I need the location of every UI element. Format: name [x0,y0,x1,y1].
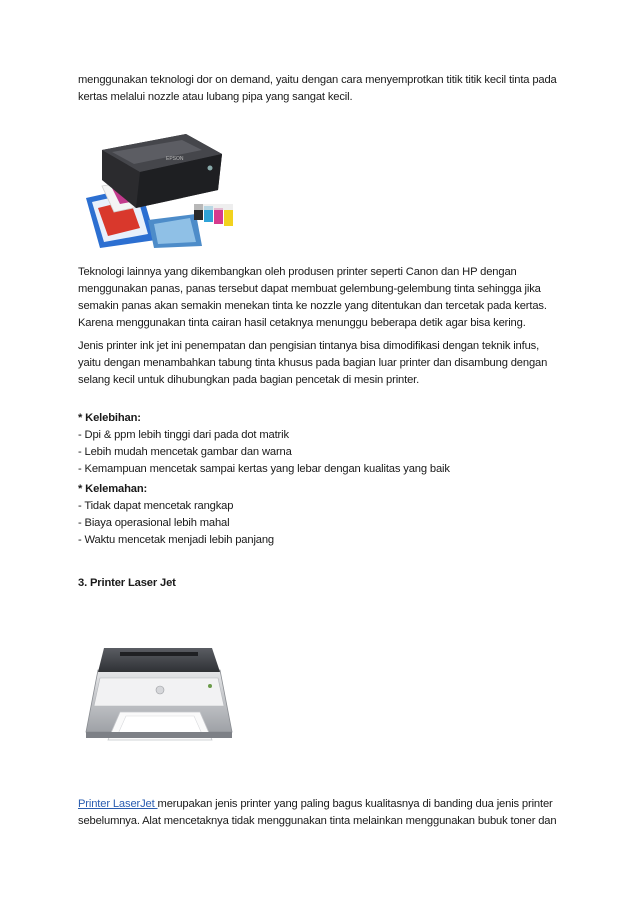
laser-paragraph [78,796,578,830]
kelebihan-heading: * Kelebihan: [78,412,141,424]
tech-line: menggunakan panas, panas tersebut dapat membuat gelembung-gelembung tinta sehingga jika [78,283,541,295]
hp-logo [156,686,164,694]
status-light [208,684,212,688]
laser-line-1 [78,796,578,813]
laser-printer-base [86,732,232,738]
paper-output-slot [120,652,198,656]
cartridge-labels [194,204,233,210]
laser-line-2: sebelumnya. Alat mencetaknya tidak menggunakan tinta melainkan menggunakan bubuk toner dan [78,815,557,827]
inkjet-printer-image [78,128,246,248]
tray-paper [118,716,202,734]
tech-line: Karena menggunakan tinta cairan hasil cetaknya menunggu beberapa detik agar bisa kering. [78,317,526,329]
tech-line: semakin panas akan semakin menekan tinta ke nozzle yang ditentukan dan tercetak pada kertas. [78,300,547,312]
kelemahan-item: - Biaya operasional lebih mahal [78,517,230,529]
kelemahan-item: - Waktu mencetak menjadi lebih panjang [78,534,274,546]
tech-line: Teknologi lainnya yang dikembangkan oleh produsen printer seperti Canon dan HP dengan [78,266,517,278]
intro-line: menggunakan teknologi dor on demand, yaitu dengan cara menyemprotkan titik titik kecil tinta pada [78,74,557,86]
kelebihan-section [78,410,578,478]
kelemahan-heading: * Kelemahan: [78,483,148,495]
infus-line: yaitu dengan menambahkan tabung tinta khusus pada bagian luar printer dan disambung dengan [78,357,548,369]
kelebihan-item: - Dpi & ppm lebih tinggi dari pada dot matrik [78,429,289,441]
tech-paragraph [78,264,578,332]
laser-printer-image [80,640,240,752]
kelemahan-section [78,481,578,549]
power-button [208,166,213,171]
infus-line: Jenis printer ink jet ini penempatan dan pengisian tintanya bisa dimodifikasi dengan teknik infus, [78,340,540,352]
intro-paragraph [78,72,578,106]
laser-printer-top-cover [98,648,220,672]
infus-paragraph [78,338,578,389]
kelebihan-item: - Kemampuan mencetak sampai kertas yang lebar dengan kualitas yang baik [78,463,450,475]
kelebihan-item: - Lebih mudah mencetak gambar dan warna [78,446,292,458]
infus-line: selang kecil untuk dihubungkan pada bagian pencetak di mesin printer. [78,374,420,386]
printer-brand-label: EPSON [166,156,184,162]
section-heading-laser-jet: 3. Printer Laser Jet [78,577,176,589]
kelemahan-item: - Tidak dapat mencetak rangkap [78,500,234,512]
printer-laserjet-link[interactable]: Printer LaserJet [78,798,158,810]
intro-line: kertas melalui nozzle atau lubang pipa yang sangat kecil. [78,91,353,103]
ink-cartridge-magenta [214,208,223,224]
ink-cartridge-yellow [224,210,233,226]
laser-line-1-text: merupakan jenis printer yang paling bagus kualitasnya di banding dua jenis printer [157,798,553,810]
